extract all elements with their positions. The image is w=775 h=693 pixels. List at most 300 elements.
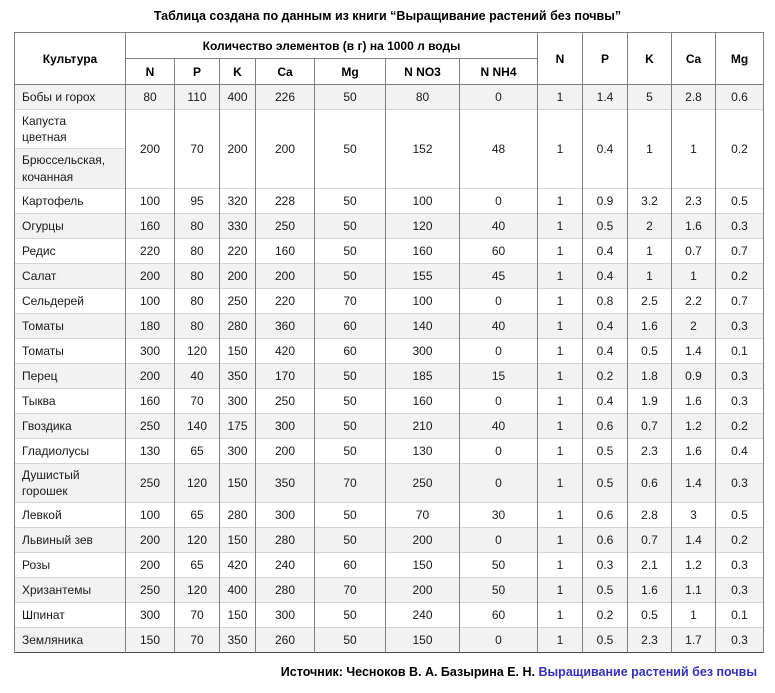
culture-cell: Шпинат — [15, 603, 126, 628]
ratio-value-cell: 0.3 — [716, 388, 764, 413]
ratio-value-cell: 0.7 — [716, 288, 764, 313]
ratio-value-cell: 1 — [538, 363, 583, 388]
ratio-value-cell: 1 — [538, 603, 583, 628]
ratio-value-cell: 0.3 — [716, 363, 764, 388]
table-row — [15, 413, 764, 438]
ratio-value-cell: 1 — [538, 85, 583, 110]
element-value-cell: 60 — [460, 238, 538, 263]
element-value-cell: 200 — [220, 110, 256, 189]
element-value-cell: 200 — [220, 263, 256, 288]
column-header-ratio-ca: Ca — [672, 33, 716, 85]
table-row — [15, 363, 764, 388]
ratio-value-cell: 0.6 — [583, 528, 628, 553]
element-value-cell: 100 — [126, 188, 175, 213]
ratio-value-cell: 0.2 — [716, 263, 764, 288]
ratio-value-cell: 1.6 — [672, 213, 716, 238]
ratio-value-cell: 0.5 — [583, 213, 628, 238]
element-value-cell: 50 — [460, 553, 538, 578]
ratio-value-cell: 1.7 — [672, 628, 716, 653]
table-row — [15, 263, 764, 288]
culture-cell: Душистый горошек — [15, 463, 126, 502]
culture-cell: Сельдерей — [15, 288, 126, 313]
ratio-value-cell: 1 — [538, 413, 583, 438]
element-value-cell: 350 — [256, 463, 315, 502]
ratio-value-cell: 1.2 — [672, 413, 716, 438]
element-value-cell: 150 — [220, 603, 256, 628]
element-value-cell: 70 — [175, 388, 220, 413]
element-value-cell: 80 — [175, 213, 220, 238]
ratio-value-cell: 0.5 — [628, 338, 672, 363]
column-header-k: K — [220, 59, 256, 85]
element-value-cell: 420 — [220, 553, 256, 578]
ratio-value-cell: 1 — [538, 628, 583, 653]
element-value-cell: 50 — [315, 110, 386, 189]
culture-cell: Гвоздика — [15, 413, 126, 438]
ratio-value-cell: 1 — [538, 578, 583, 603]
element-value-cell: 200 — [126, 553, 175, 578]
table-row — [15, 463, 764, 502]
ratio-value-cell: 1.6 — [672, 388, 716, 413]
ratio-value-cell: 2.3 — [628, 438, 672, 463]
element-value-cell: 185 — [386, 363, 460, 388]
table-row — [15, 553, 764, 578]
culture-cell: Гладиолусы — [15, 438, 126, 463]
table-row — [15, 85, 764, 110]
ratio-value-cell: 1 — [628, 110, 672, 189]
ratio-value-cell: 1.6 — [628, 313, 672, 338]
element-value-cell: 0 — [460, 528, 538, 553]
ratio-value-cell: 1 — [628, 238, 672, 263]
element-value-cell: 80 — [175, 313, 220, 338]
ratio-value-cell: 0.7 — [716, 238, 764, 263]
ratio-value-cell: 0.4 — [583, 238, 628, 263]
ratio-value-cell: 1 — [538, 528, 583, 553]
element-value-cell: 40 — [460, 313, 538, 338]
ratio-value-cell: 0.4 — [583, 338, 628, 363]
element-value-cell: 80 — [175, 263, 220, 288]
element-value-cell: 140 — [386, 313, 460, 338]
element-value-cell: 60 — [315, 553, 386, 578]
element-value-cell: 65 — [175, 503, 220, 528]
ratio-value-cell: 1.9 — [628, 388, 672, 413]
element-value-cell: 160 — [386, 388, 460, 413]
ratio-value-cell: 0.6 — [628, 463, 672, 502]
source-label: Источник: Чесноков В. А. Базырина Е. Н. — [280, 665, 535, 680]
element-value-cell: 120 — [175, 578, 220, 603]
element-value-cell: 50 — [315, 85, 386, 110]
element-value-cell: 175 — [220, 413, 256, 438]
element-value-cell: 300 — [126, 338, 175, 363]
ratio-value-cell: 1.4 — [583, 85, 628, 110]
ratio-value-cell: 0.3 — [716, 578, 764, 603]
element-value-cell: 15 — [460, 363, 538, 388]
element-value-cell: 48 — [460, 110, 538, 189]
element-value-cell: 200 — [256, 263, 315, 288]
ratio-value-cell: 1.4 — [672, 528, 716, 553]
table-row — [15, 338, 764, 363]
ratio-value-cell: 3 — [672, 503, 716, 528]
element-value-cell: 140 — [175, 413, 220, 438]
element-value-cell: 50 — [315, 528, 386, 553]
table-row — [15, 438, 764, 463]
element-value-cell: 70 — [386, 503, 460, 528]
element-value-cell: 40 — [175, 363, 220, 388]
element-value-cell: 0 — [460, 288, 538, 313]
element-value-cell: 228 — [256, 188, 315, 213]
ratio-value-cell: 1.6 — [672, 438, 716, 463]
table-row — [15, 528, 764, 553]
ratio-value-cell: 5 — [628, 85, 672, 110]
ratio-value-cell: 0.3 — [716, 313, 764, 338]
element-value-cell: 250 — [126, 413, 175, 438]
ratio-value-cell: 0.3 — [583, 553, 628, 578]
culture-cell: Салат — [15, 263, 126, 288]
element-value-cell: 50 — [315, 263, 386, 288]
element-value-cell: 226 — [256, 85, 315, 110]
element-value-cell: 220 — [126, 238, 175, 263]
culture-cell: Картофель — [15, 188, 126, 213]
element-value-cell: 0 — [460, 463, 538, 502]
ratio-value-cell: 0.4 — [583, 110, 628, 189]
ratio-value-cell: 0.5 — [716, 188, 764, 213]
ratio-value-cell: 0.5 — [583, 578, 628, 603]
ratio-value-cell: 2.8 — [672, 85, 716, 110]
culture-cell: Томаты — [15, 338, 126, 363]
element-value-cell: 0 — [460, 85, 538, 110]
element-value-cell: 280 — [256, 578, 315, 603]
element-value-cell: 150 — [220, 338, 256, 363]
ratio-value-cell: 0.3 — [716, 213, 764, 238]
element-value-cell: 160 — [126, 388, 175, 413]
table-row — [15, 313, 764, 338]
culture-cell: Перец — [15, 363, 126, 388]
element-value-cell: 30 — [460, 503, 538, 528]
column-group-header-elements: Количество элементов (в г) на 1000 л воды — [126, 33, 538, 59]
ratio-value-cell: 2.3 — [628, 628, 672, 653]
element-value-cell: 70 — [175, 110, 220, 189]
ratio-value-cell: 0.8 — [583, 288, 628, 313]
element-value-cell: 300 — [256, 603, 315, 628]
element-value-cell: 120 — [175, 528, 220, 553]
element-value-cell: 40 — [460, 413, 538, 438]
element-value-cell: 200 — [256, 110, 315, 189]
column-header-ratio-mg: Mg — [716, 33, 764, 85]
element-value-cell: 130 — [126, 438, 175, 463]
ratio-value-cell: 1 — [538, 463, 583, 502]
table-row — [15, 578, 764, 603]
ratio-value-cell: 0.2 — [716, 413, 764, 438]
ratio-value-cell: 0.1 — [716, 603, 764, 628]
table-header — [15, 33, 764, 85]
element-value-cell: 420 — [256, 338, 315, 363]
element-value-cell: 0 — [460, 338, 538, 363]
table-row — [15, 213, 764, 238]
element-value-cell: 200 — [126, 528, 175, 553]
ratio-value-cell: 0.4 — [716, 438, 764, 463]
element-value-cell: 100 — [126, 288, 175, 313]
element-value-cell: 280 — [220, 313, 256, 338]
ratio-value-cell: 0.2 — [716, 528, 764, 553]
ratio-value-cell: 2.1 — [628, 553, 672, 578]
column-header-ratio-n: N — [538, 33, 583, 85]
element-value-cell: 50 — [315, 503, 386, 528]
element-value-cell: 280 — [220, 503, 256, 528]
element-value-cell: 70 — [175, 603, 220, 628]
column-header-n: N — [126, 59, 175, 85]
element-value-cell: 200 — [386, 578, 460, 603]
ratio-value-cell: 0.1 — [716, 338, 764, 363]
column-header-n-nh4: N NH4 — [460, 59, 538, 85]
ratio-value-cell: 1 — [538, 213, 583, 238]
element-value-cell: 300 — [126, 603, 175, 628]
element-value-cell: 330 — [220, 213, 256, 238]
table-row — [15, 110, 764, 149]
ratio-value-cell: 0.2 — [583, 603, 628, 628]
ratio-value-cell: 0.5 — [628, 603, 672, 628]
ratio-value-cell: 0.6 — [583, 413, 628, 438]
ratio-value-cell: 1 — [538, 388, 583, 413]
element-value-cell: 45 — [460, 263, 538, 288]
culture-cell: Земляника — [15, 628, 126, 653]
culture-cell: Брюссельская, кочанная — [15, 149, 126, 188]
ratio-value-cell: 2.3 — [672, 188, 716, 213]
ratio-value-cell: 0.3 — [716, 463, 764, 502]
table-row — [15, 238, 764, 263]
element-value-cell: 100 — [386, 188, 460, 213]
culture-cell: Бобы и горох — [15, 85, 126, 110]
ratio-value-cell: 1.4 — [672, 338, 716, 363]
culture-cell: Капуста цветная — [15, 110, 126, 149]
ratio-value-cell: 1 — [538, 338, 583, 363]
element-value-cell: 400 — [220, 578, 256, 603]
table-row — [15, 288, 764, 313]
element-value-cell: 200 — [126, 110, 175, 189]
element-value-cell: 50 — [315, 238, 386, 263]
column-header-ca: Ca — [256, 59, 315, 85]
ratio-value-cell: 2.2 — [672, 288, 716, 313]
element-value-cell: 60 — [315, 313, 386, 338]
element-value-cell: 180 — [126, 313, 175, 338]
column-header-n-no3: N NO3 — [386, 59, 460, 85]
element-value-cell: 200 — [126, 263, 175, 288]
element-value-cell: 50 — [315, 188, 386, 213]
element-value-cell: 70 — [315, 578, 386, 603]
element-value-cell: 155 — [386, 263, 460, 288]
ratio-value-cell: 1.4 — [672, 463, 716, 502]
ratio-value-cell: 1 — [538, 438, 583, 463]
ratio-value-cell: 0.7 — [672, 238, 716, 263]
element-value-cell: 150 — [386, 628, 460, 653]
ratio-value-cell: 1 — [538, 110, 583, 189]
element-value-cell: 300 — [386, 338, 460, 363]
ratio-value-cell: 2.5 — [628, 288, 672, 313]
element-value-cell: 80 — [126, 85, 175, 110]
element-value-cell: 110 — [175, 85, 220, 110]
ratio-value-cell: 0.5 — [716, 503, 764, 528]
element-value-cell: 120 — [175, 463, 220, 502]
ratio-value-cell: 1.2 — [672, 553, 716, 578]
element-value-cell: 70 — [175, 628, 220, 653]
element-value-cell: 120 — [175, 338, 220, 363]
element-value-cell: 280 — [256, 528, 315, 553]
ratio-value-cell: 1 — [628, 263, 672, 288]
ratio-value-cell: 2 — [628, 213, 672, 238]
element-value-cell: 50 — [315, 438, 386, 463]
element-value-cell: 250 — [256, 213, 315, 238]
ratio-value-cell: 1.6 — [628, 578, 672, 603]
element-value-cell: 300 — [256, 503, 315, 528]
element-value-cell: 200 — [126, 363, 175, 388]
element-value-cell: 65 — [175, 438, 220, 463]
ratio-value-cell: 1 — [538, 238, 583, 263]
culture-cell: Тыква — [15, 388, 126, 413]
element-value-cell: 200 — [256, 438, 315, 463]
nutrients-table — [14, 32, 764, 653]
ratio-value-cell: 1 — [672, 110, 716, 189]
element-value-cell: 130 — [386, 438, 460, 463]
ratio-value-cell: 0.2 — [716, 110, 764, 189]
element-value-cell: 50 — [315, 413, 386, 438]
element-value-cell: 300 — [220, 438, 256, 463]
element-value-cell: 120 — [386, 213, 460, 238]
element-value-cell: 250 — [220, 288, 256, 313]
element-value-cell: 80 — [386, 85, 460, 110]
ratio-value-cell: 1 — [538, 503, 583, 528]
element-value-cell: 350 — [220, 628, 256, 653]
element-value-cell: 100 — [386, 288, 460, 313]
ratio-value-cell: 0.9 — [672, 363, 716, 388]
element-value-cell: 150 — [220, 463, 256, 502]
table-row — [15, 628, 764, 653]
ratio-value-cell: 1 — [538, 288, 583, 313]
culture-cell: Розы — [15, 553, 126, 578]
element-value-cell: 40 — [460, 213, 538, 238]
column-header-ratio-p: P — [583, 33, 628, 85]
element-value-cell: 300 — [220, 388, 256, 413]
source-line — [0, 653, 775, 679]
element-value-cell: 250 — [386, 463, 460, 502]
ratio-value-cell: 0.4 — [583, 313, 628, 338]
ratio-value-cell: 0.4 — [583, 388, 628, 413]
element-value-cell: 100 — [126, 503, 175, 528]
source-book-link[interactable]: Выращивание растений без почвы — [538, 665, 757, 680]
element-value-cell: 0 — [460, 388, 538, 413]
element-value-cell: 240 — [256, 553, 315, 578]
ratio-value-cell: 2 — [672, 313, 716, 338]
header-row-top — [15, 33, 764, 59]
element-value-cell: 152 — [386, 110, 460, 189]
culture-cell: Томаты — [15, 313, 126, 338]
element-value-cell: 360 — [256, 313, 315, 338]
ratio-value-cell: 1.1 — [672, 578, 716, 603]
table-row — [15, 388, 764, 413]
culture-cell: Львиный зев — [15, 528, 126, 553]
ratio-value-cell: 0.6 — [716, 85, 764, 110]
ratio-value-cell: 0.2 — [583, 363, 628, 388]
element-value-cell: 95 — [175, 188, 220, 213]
element-value-cell: 150 — [386, 553, 460, 578]
element-value-cell: 70 — [315, 463, 386, 502]
page-title: Таблица создана по данным из книги “Выращивание растений без почвы” — [153, 9, 622, 23]
element-value-cell: 150 — [126, 628, 175, 653]
culture-cell: Левкой — [15, 503, 126, 528]
ratio-value-cell: 0.7 — [628, 528, 672, 553]
ratio-value-cell: 1 — [672, 263, 716, 288]
element-value-cell: 50 — [460, 578, 538, 603]
element-value-cell: 60 — [315, 338, 386, 363]
element-value-cell: 220 — [220, 238, 256, 263]
table-body — [15, 85, 764, 653]
table-row — [15, 603, 764, 628]
column-header-culture: Культура — [15, 33, 126, 85]
ratio-value-cell: 0.9 — [583, 188, 628, 213]
element-value-cell: 160 — [386, 238, 460, 263]
element-value-cell: 70 — [315, 288, 386, 313]
table-row — [15, 188, 764, 213]
ratio-value-cell: 2.8 — [628, 503, 672, 528]
table-row — [15, 503, 764, 528]
element-value-cell: 160 — [256, 238, 315, 263]
column-header-mg: Mg — [315, 59, 386, 85]
element-value-cell: 210 — [386, 413, 460, 438]
culture-cell: Редис — [15, 238, 126, 263]
column-header-ratio-k: K — [628, 33, 672, 85]
element-value-cell: 50 — [315, 363, 386, 388]
element-value-cell: 320 — [220, 188, 256, 213]
element-value-cell: 160 — [126, 213, 175, 238]
ratio-value-cell: 0.3 — [716, 553, 764, 578]
ratio-value-cell: 0.5 — [583, 463, 628, 502]
ratio-value-cell: 1 — [538, 553, 583, 578]
element-value-cell: 240 — [386, 603, 460, 628]
element-value-cell: 65 — [175, 553, 220, 578]
ratio-value-cell: 1.8 — [628, 363, 672, 388]
element-value-cell: 250 — [256, 388, 315, 413]
element-value-cell: 260 — [256, 628, 315, 653]
element-value-cell: 350 — [220, 363, 256, 388]
element-value-cell: 0 — [460, 188, 538, 213]
ratio-value-cell: 0.5 — [583, 438, 628, 463]
element-value-cell: 250 — [126, 578, 175, 603]
element-value-cell: 300 — [256, 413, 315, 438]
ratio-value-cell: 0.3 — [716, 628, 764, 653]
element-value-cell: 50 — [315, 388, 386, 413]
ratio-value-cell: 1 — [672, 603, 716, 628]
ratio-value-cell: 3.2 — [628, 188, 672, 213]
ratio-value-cell: 1 — [538, 263, 583, 288]
element-value-cell: 200 — [386, 528, 460, 553]
element-value-cell: 220 — [256, 288, 315, 313]
element-value-cell: 0 — [460, 438, 538, 463]
ratio-value-cell: 1 — [538, 313, 583, 338]
element-value-cell: 50 — [315, 603, 386, 628]
element-value-cell: 170 — [256, 363, 315, 388]
column-header-p: P — [175, 59, 220, 85]
ratio-value-cell: 1 — [538, 188, 583, 213]
element-value-cell: 0 — [460, 628, 538, 653]
ratio-value-cell: 0.7 — [628, 413, 672, 438]
culture-cell: Хризантемы — [15, 578, 126, 603]
culture-cell: Огурцы — [15, 213, 126, 238]
element-value-cell: 50 — [315, 628, 386, 653]
element-value-cell: 150 — [220, 528, 256, 553]
ratio-value-cell: 0.6 — [583, 503, 628, 528]
element-value-cell: 250 — [126, 463, 175, 502]
element-value-cell: 80 — [175, 288, 220, 313]
element-value-cell: 80 — [175, 238, 220, 263]
ratio-value-cell: 0.4 — [583, 263, 628, 288]
element-value-cell: 60 — [460, 603, 538, 628]
